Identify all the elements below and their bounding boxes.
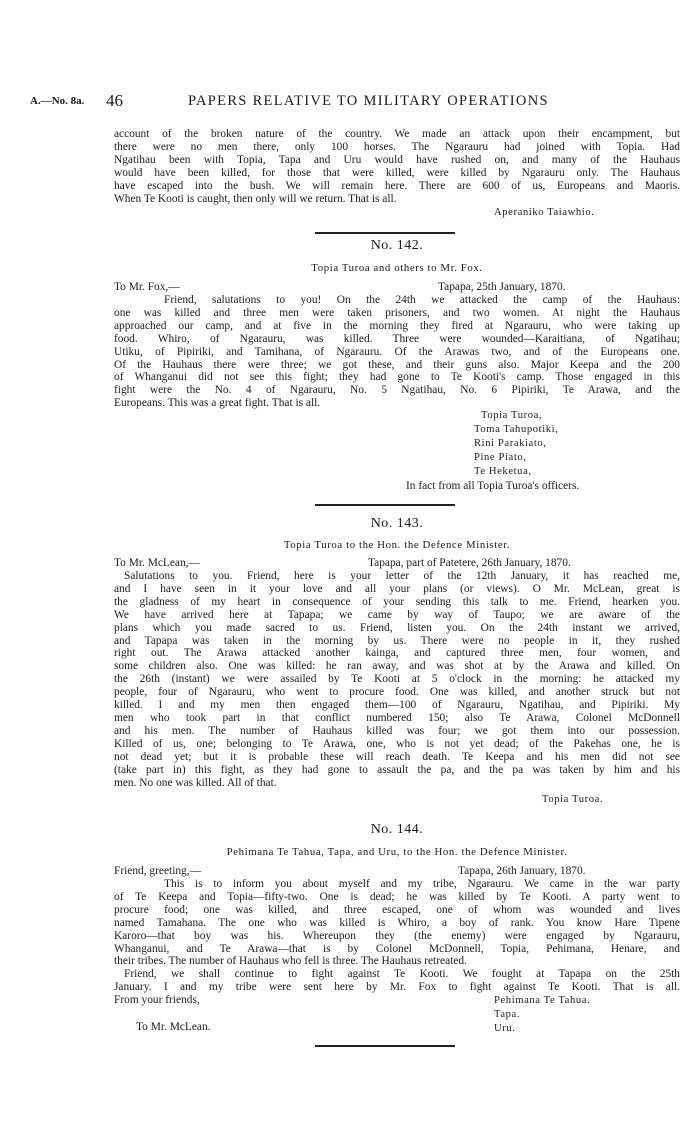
letter-body [114,878,680,994]
dateline: Tapapa, part of Patetere, 26th January, 1870. [368,557,571,569]
text-line: January. I and my tribe were sent here by Mr. Fox to fight against Te Kooti. That is all. [114,981,680,994]
text-line: procure food; one was killed, and three escaped, one of whom was wounded and lives [114,903,680,916]
text-line: killed. I and my men then engaged them—100 of Ngarauru, Ngatihau, and Pipiriki. My [114,699,680,712]
text-line: right out. The Arawa attacked another kainga, and captured three men, four women, and [114,647,680,660]
text-line: would have been killed, for those that were killed, were killed by Ngarauru only. The Hauhaus [114,166,680,179]
letter-number: No. 144. [370,822,424,837]
letter-subtitle: Topia Turoa and others to Mr. Fox. [311,262,483,274]
text-line: and I have seen in it your love and all your plans (or views). O Mr. McLean, great is [114,582,680,595]
signature: Toma Tahupotiki, [474,424,559,435]
text-line: of Whanganui did not see this fight; they had gone to Te Kooti's camp. Those engaged in this [114,371,680,384]
signature: Aperaniko Taiawhio. [494,207,595,218]
salutation: To Mr. Fox,— [114,281,180,293]
previous-letter-body [114,128,680,205]
text-line: fight were the No. 4 of Ngarauru, No. 5 Ngatihau, No. 6 Pipiriki, Te Arawa, and the [114,384,680,397]
text-line: (take part in) this fight, as they had gone to assault the pa, and the pa was taken by him and his [114,763,680,776]
text-line: of Te Keepa and Topia—fifty-two. One is dead; he was killed by Te Kooti. A party went to [114,890,680,903]
text-line: not dead yet; but it is probable these will reach death. Te Keepa and his men did not see [114,750,680,763]
signature: Uru. [494,1023,516,1034]
letter-subtitle: Topia Turoa to the Hon. the Defence Minister. [283,539,511,551]
signature: Topia Turoa. [542,794,604,805]
text-line: named Tamahana. The one who was killed is Whiro, a boy of rank. You know Hare Tipene [114,916,680,929]
text-line: Ngatihau been with Topia, Tapa and Uru would have rushed on, and many of the Hauhaus [114,153,680,166]
signature: Tapa. [494,1009,521,1020]
section-divider [315,1045,455,1047]
letter-subtitle: Pehimana Te Tahua, Tapa, and Uru, to the Hon. the Defence Minister. [226,846,568,858]
text-line: there were no men there, only 100 horses. The Ngarauru had joined with Topia. Had [114,140,680,153]
running-header [20,93,680,113]
addressee: To Mr. McLean. [136,1021,211,1033]
letter-number: No. 143. [370,516,424,531]
text-line: Whanganui, and Te Arawa—that is by Colonel McDonnell, Topia, Pehimana, Henare, and [114,942,680,955]
text-line: Europeans. This was a great fight. That is all. [114,397,321,410]
letter-number: No. 142. [370,238,424,253]
text-line: account of the broken nature of the country. We made an attack upon their encampment, but [114,128,680,140]
text-line: Friend, we shall continue to fight against Te Kooti. We fought at Tapapa on the 25th [124,968,680,981]
letter-body [114,294,680,410]
text-line: Friend, salutations to you! On the 24th we attacked the camp of the Hauhaus: [164,294,680,306]
dateline: Tapapa, 26th January, 1870. [458,865,586,877]
text-line: We have arrived here at Tapapa; we came by way of Taupo; we are aware of the [114,608,680,621]
signature: Pine Piato, [474,452,527,463]
from-line: From your friends, [114,994,200,1006]
text-line: their tribes. The number of Hauhaus who fell is three. The Hauhaus retreated. [114,955,467,968]
text-line: Killed of us, one; belonging to Te Arawa, one, who is not yet dead; of the Pakehas one, he is [114,737,680,750]
salutation: Friend, greeting,— [114,865,201,877]
text-line: one was killed and three men were taken prisoners, and two women. At night the Hauhaus [114,306,680,319]
signature: Rini Parakiato, [474,438,547,449]
text-line: the gladness of my heart in consequence of your sending this talk to me. Friend, hearken you. [114,595,680,608]
letter-body [114,570,680,789]
text-line: approached our camp, and at five in the morning they fired at Ngarauru, who were taking up [114,319,680,332]
text-line: and Tapapa was taken in the morning by us. There were no people in it, they rushed [114,634,680,647]
text-line: the 26th (instant) we were assailed by Te Kooti at 5 o'clock in the morning: he attacked my [114,673,680,686]
text-line: Karoro—that boy was his. Whereupon they (the enemy) were engaged by Ngarauru, [114,929,680,942]
text-line: Utiku, of Pipiriki, and Tamihana, of Ngarauru. Of the Arawas two, and of the Europeans one. [114,345,680,358]
paper-reference: A.—No. 8a. [30,95,85,107]
text-line: This is to inform you about myself and my tribe, Ngarauru. We came in the war party [164,878,680,890]
running-title: PAPERS RELATIVE TO MILITARY OPERATIONS [188,93,549,109]
text-line: Salutations to you. Friend, here is your letter of the 12th January, it has reached me, [124,570,680,582]
text-line: food. Whiro, of Ngarauru, was killed. Three were wounded—Karaitiana, of Ngatihau; [114,332,680,345]
signature: Topia Turoa, [481,410,543,421]
text-line: Of the Hauhaus there were three; we got these, and their guns also. Major Keepa and the 200 [114,358,680,371]
text-line: When Te Kooti is caught, then only will we return. That is all. [114,192,397,205]
closing-line: In fact from all Topia Turoa's officers. [406,480,580,492]
text-line: have escaped into the bush. We will remain here. There are 600 of us, Europeans and Maoris. [114,179,680,192]
signature: Te Heketua, [474,466,532,477]
salutation: To Mr. McLean,— [114,557,200,569]
dateline: Tapapa, 25th January, 1870. [438,281,566,293]
text-line: people, four of Ngarauru, who went to procure food. One was killed, and another struck but not [114,686,680,699]
signature: Pehimana Te Tahua. [494,995,591,1006]
text-line: and his men. The number of Hauhaus killed was four; we got them into our possession. [114,724,680,737]
text-line: some children also. One was killed: he ran away, and was shot at by the Arawa and killed. On [114,660,680,673]
page-number: 46 [106,91,123,110]
section-divider [315,504,455,506]
text-line: men who took part in that conflict numbered 150; also Te Arawa, Colonel McDonnell [114,711,680,724]
text-line: men. No one was killed. All of that. [114,776,277,789]
text-line: plans which you made sacred to us. Friend, listen you. On the 24th instant we arrived, [114,621,680,634]
section-divider [315,232,455,234]
